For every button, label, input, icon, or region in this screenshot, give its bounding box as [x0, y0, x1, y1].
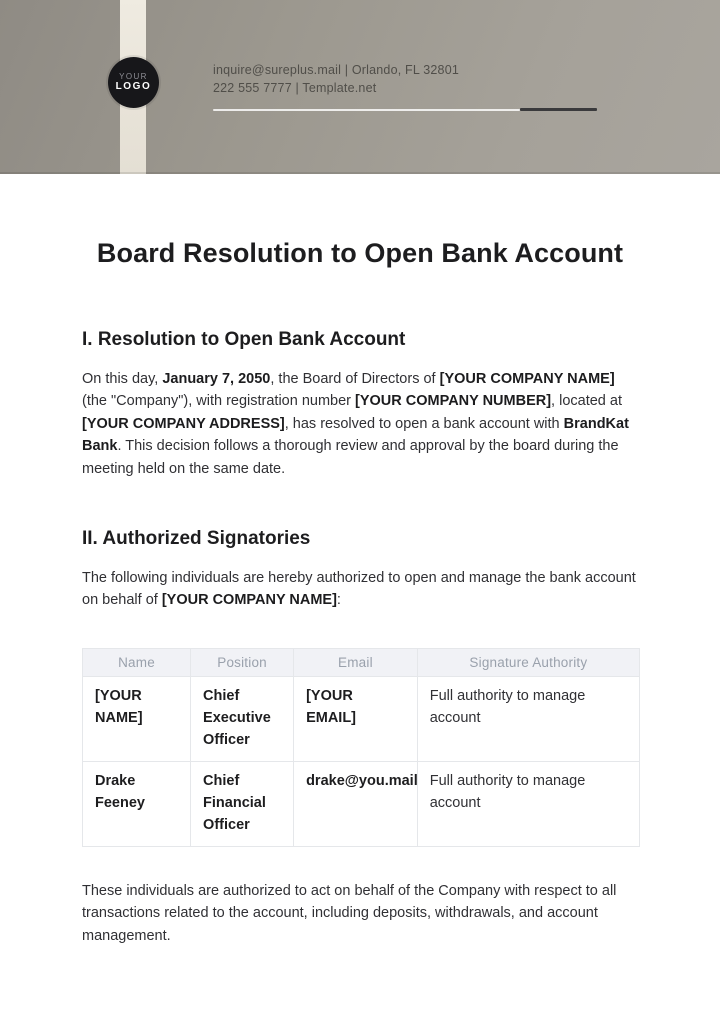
contact-line-2: 222 555 7777 | Template.net — [213, 80, 377, 95]
cell-authority: Full authority to manage account — [417, 761, 639, 846]
table-row — [83, 676, 640, 761]
document-title: Board Resolution to Open Bank Account — [96, 238, 624, 268]
logo-text-your: YOUR — [119, 72, 148, 81]
table-row — [83, 761, 640, 846]
column-header-email: Email — [294, 648, 418, 676]
column-header-name: Name — [83, 648, 191, 676]
cell-position: Chief Financial Officer — [191, 761, 294, 846]
document-content — [0, 174, 720, 947]
logo-text-logo: LOGO — [115, 81, 152, 92]
section1-heading: I. Resolution to Open Bank Account — [82, 329, 406, 350]
column-header-position: Position — [191, 648, 294, 676]
section2-intro: The following individuals are hereby authorized to open and manage the bank account on behalf of [YOUR COMPANY NAME]: — [82, 570, 636, 609]
cell-email: drake@you.mail — [294, 761, 418, 846]
contact-line-1: inquire@sureplus.mail | Orlando, FL 32801 — [213, 63, 460, 77]
company-logo — [108, 57, 159, 108]
cell-name: Drake Feeney — [83, 761, 191, 846]
section1-paragraph: On this day, January 7, 2050, the Board of Directors of [YOUR COMPANY NAME] (the "Company"), with registration number [YOUR COMPANY NUMBER], located at [YOUR COMPANY ADDRESS], has resolved to open a bank account with BrandKat Bank. This decision follows a thorough review and approval by the board during the meeting held on the same date. — [82, 371, 629, 477]
signatories-table — [82, 648, 640, 847]
column-header-authority: Signature Authority — [417, 648, 639, 676]
contact-info — [213, 62, 459, 97]
section2-heading: II. Authorized Signatories — [82, 528, 311, 550]
table-header-row — [83, 648, 640, 676]
cell-authority: Full authority to manage account — [417, 676, 639, 761]
closing-paragraph: These individuals are authorized to act on behalf of the Company with respect to all transactions related to the account, including deposits, withdrawals, and account management. — [82, 882, 617, 944]
cell-email: [YOUR EMAIL] — [294, 676, 418, 761]
letterhead-header — [0, 0, 720, 174]
cell-name: [YOUR NAME] — [83, 676, 191, 761]
header-divider-light — [213, 109, 520, 111]
header-divider-dark — [520, 108, 597, 111]
cell-position: Chief Executive Officer — [191, 676, 294, 761]
